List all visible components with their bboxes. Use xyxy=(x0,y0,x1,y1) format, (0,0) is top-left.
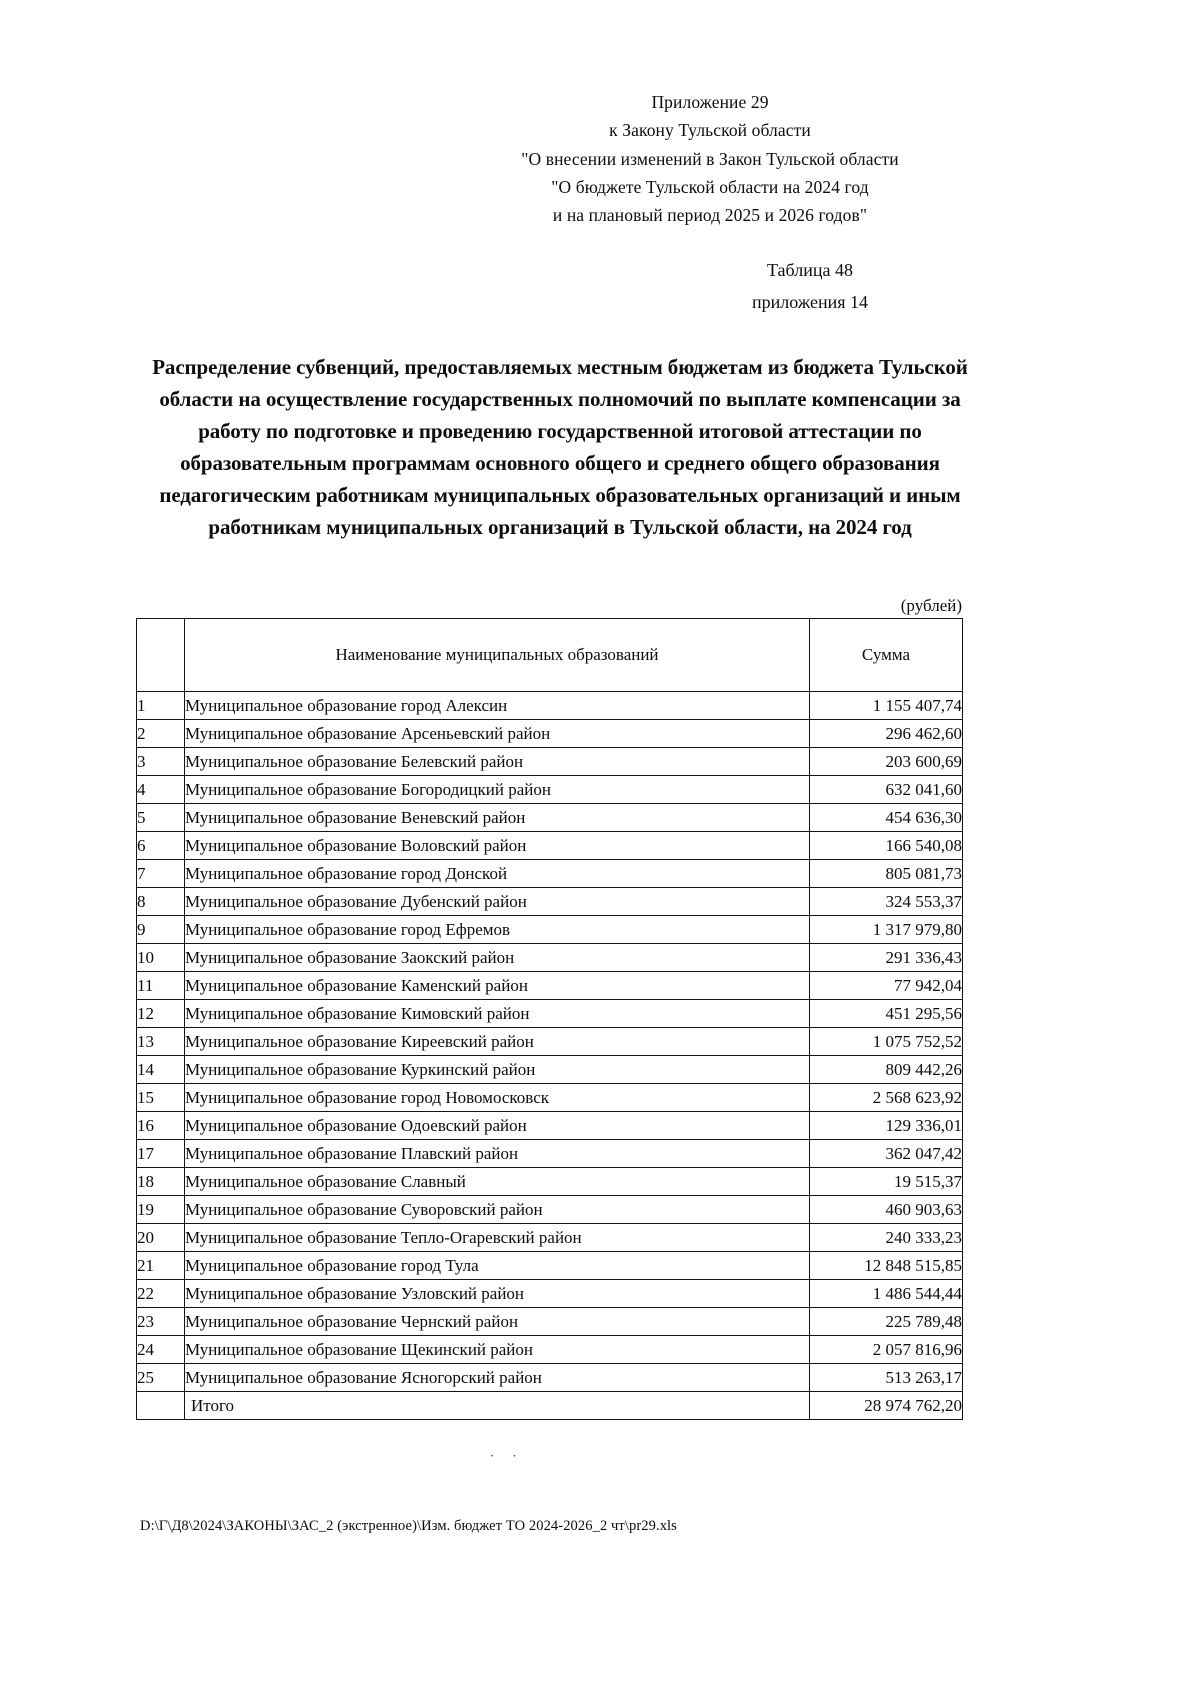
row-name: Муниципальное образование Суворовский район xyxy=(185,1196,810,1224)
row-name: Муниципальное образование город Новомосковск xyxy=(185,1084,810,1112)
row-sum: 1 075 752,52 xyxy=(810,1028,963,1056)
table-row xyxy=(137,1308,963,1336)
column-header-number xyxy=(137,619,185,692)
row-sum: 12 848 515,85 xyxy=(810,1252,963,1280)
table-row xyxy=(137,916,963,944)
table-head xyxy=(137,619,963,692)
row-sum: 1 155 407,74 xyxy=(810,692,963,720)
row-name: Муниципальное образование Веневский район xyxy=(185,804,810,832)
row-number: 17 xyxy=(137,1140,185,1168)
table-row xyxy=(137,1112,963,1140)
row-sum: 1 317 979,80 xyxy=(810,916,963,944)
row-name: Муниципальное образование Чернский район xyxy=(185,1308,810,1336)
row-name: Муниципальное образование Белевский район xyxy=(185,748,810,776)
table-row xyxy=(137,804,963,832)
row-number: 16 xyxy=(137,1112,185,1140)
page-title: Распределение субвенций, предоставляемых местным бюджетам из бюджета Тульской области на осуществление государственных полномочий по выплате компенсации за работу по подготовке и проведению государственной итоговой аттестации по образовательным программам основного общего и среднего общего образования педагогическим работникам муниципальных образовательных организаций и иным работникам муниципальных организаций в Тульской области, на 2024 год xyxy=(152,355,968,539)
appendix-reference-line-2: к Закону Тульской области xyxy=(609,120,811,141)
table-row xyxy=(137,1028,963,1056)
footer-file-path: D:\Г\Д8\2024\ЗАКОНЫ\ЗАС_2 (экстренное)\Изм. бюджет ТО 2024-2026_2 чт\pr29.xls xyxy=(140,1518,677,1534)
row-name: Муниципальное образование Тепло-Огаревский район xyxy=(185,1224,810,1252)
row-number: 21 xyxy=(137,1252,185,1280)
appendix-reference-line-5: и на плановый период 2025 и 2026 годов" xyxy=(552,205,868,226)
row-sum: 460 903,63 xyxy=(810,1196,963,1224)
table-row xyxy=(137,944,963,972)
row-name: Муниципальное образование Одоевский район xyxy=(185,1112,810,1140)
row-number: 22 xyxy=(137,1280,185,1308)
table-row xyxy=(137,1252,963,1280)
table-row xyxy=(137,776,963,804)
column-header-name: Наименование муниципальных образований xyxy=(185,619,810,692)
row-sum: 809 442,26 xyxy=(810,1056,963,1084)
table-row xyxy=(137,1056,963,1084)
table-row xyxy=(137,1196,963,1224)
row-number: 9 xyxy=(137,916,185,944)
row-name: Муниципальное образование Куркинский район xyxy=(185,1056,810,1084)
row-name: Муниципальное образование Узловский район xyxy=(185,1280,810,1308)
row-number: 8 xyxy=(137,888,185,916)
total-row-label: Итого xyxy=(185,1392,810,1420)
row-number: 13 xyxy=(137,1028,185,1056)
row-sum: 2 057 816,96 xyxy=(810,1336,963,1364)
row-sum: 129 336,01 xyxy=(810,1112,963,1140)
row-name: Муниципальное образование Арсеньевский район xyxy=(185,720,810,748)
table-number-label: Таблица 48 xyxy=(767,260,853,280)
table-total-row xyxy=(137,1392,963,1420)
table-row xyxy=(137,888,963,916)
row-number: 24 xyxy=(137,1336,185,1364)
row-number: 4 xyxy=(137,776,185,804)
row-sum: 513 263,17 xyxy=(810,1364,963,1392)
row-name: Муниципальное образование город Алексин xyxy=(185,692,810,720)
table-row xyxy=(137,1140,963,1168)
table-row xyxy=(137,1168,963,1196)
row-sum: 362 047,42 xyxy=(810,1140,963,1168)
row-sum: 805 081,73 xyxy=(810,860,963,888)
row-number: 20 xyxy=(137,1224,185,1252)
row-number: 1 xyxy=(137,692,185,720)
table-row xyxy=(137,692,963,720)
row-number: 14 xyxy=(137,1056,185,1084)
row-name: Муниципальное образование город Ефремов xyxy=(185,916,810,944)
table-row xyxy=(137,720,963,748)
row-name: Муниципальное образование Киреевский район xyxy=(185,1028,810,1056)
table-body xyxy=(137,692,963,1420)
row-number: 2 xyxy=(137,720,185,748)
row-number: 15 xyxy=(137,1084,185,1112)
row-sum: 632 041,60 xyxy=(810,776,963,804)
appendix-reference-line-3: "О внесении изменений в Закон Тульской области xyxy=(521,148,899,169)
row-number: 12 xyxy=(137,1000,185,1028)
table-reference-block xyxy=(620,255,1000,318)
row-number: 11 xyxy=(137,972,185,1000)
row-name: Муниципальное образование город Тула xyxy=(185,1252,810,1280)
table-row xyxy=(137,860,963,888)
table-row xyxy=(137,1084,963,1112)
row-number: 7 xyxy=(137,860,185,888)
row-name: Муниципальное образование Каменский район xyxy=(185,972,810,1000)
row-sum: 291 336,43 xyxy=(810,944,963,972)
row-sum: 240 333,23 xyxy=(810,1224,963,1252)
total-row-number xyxy=(137,1392,185,1420)
row-sum: 19 515,37 xyxy=(810,1168,963,1196)
row-number: 23 xyxy=(137,1308,185,1336)
row-sum: 2 568 623,92 xyxy=(810,1084,963,1112)
row-name: Муниципальное образование Плавский район xyxy=(185,1140,810,1168)
appendix-reference-line-4: "О бюджете Тульской области на 2024 год xyxy=(551,177,869,198)
row-number: 10 xyxy=(137,944,185,972)
row-sum: 296 462,60 xyxy=(810,720,963,748)
row-sum: 451 295,56 xyxy=(810,1000,963,1028)
table-row xyxy=(137,1336,963,1364)
table-row xyxy=(137,1280,963,1308)
distribution-table-wrapper xyxy=(136,618,962,1420)
row-number: 18 xyxy=(137,1168,185,1196)
row-sum: 203 600,69 xyxy=(810,748,963,776)
table-row xyxy=(137,832,963,860)
row-name: Муниципальное образование Заокский район xyxy=(185,944,810,972)
row-number: 19 xyxy=(137,1196,185,1224)
row-number: 3 xyxy=(137,748,185,776)
column-header-sum: Сумма xyxy=(810,619,963,692)
row-name: Муниципальное образование Кимовский район xyxy=(185,1000,810,1028)
row-name: Муниципальное образование Воловский район xyxy=(185,832,810,860)
row-number: 25 xyxy=(137,1364,185,1392)
row-sum: 77 942,04 xyxy=(810,972,963,1000)
row-number: 5 xyxy=(137,804,185,832)
row-name: Муниципальное образование город Донской xyxy=(185,860,810,888)
row-sum: 166 540,08 xyxy=(810,832,963,860)
row-sum: 225 789,48 xyxy=(810,1308,963,1336)
row-name: Муниципальное образование Богородицкий район xyxy=(185,776,810,804)
units-label: (рублей) xyxy=(900,596,962,615)
table-row xyxy=(137,1224,963,1252)
scan-tick-marks: ·· xyxy=(490,1448,535,1463)
appendix-number-label: приложения 14 xyxy=(751,291,869,312)
row-name: Муниципальное образование Славный xyxy=(185,1168,810,1196)
row-sum: 454 636,30 xyxy=(810,804,963,832)
table-row xyxy=(137,972,963,1000)
table-row xyxy=(137,1000,963,1028)
distribution-table xyxy=(136,618,963,1420)
row-name: Муниципальное образование Дубенский район xyxy=(185,888,810,916)
table-row xyxy=(137,748,963,776)
appendix-reference-block xyxy=(430,88,990,230)
row-name: Муниципальное образование Щекинский район xyxy=(185,1336,810,1364)
row-number: 6 xyxy=(137,832,185,860)
row-sum: 324 553,37 xyxy=(810,888,963,916)
row-name: Муниципальное образование Ясногорский район xyxy=(185,1364,810,1392)
table-row xyxy=(137,1364,963,1392)
row-sum: 1 486 544,44 xyxy=(810,1280,963,1308)
appendix-reference-line-1: Приложение 29 xyxy=(651,92,769,112)
table-header-row xyxy=(137,619,963,692)
total-row-sum: 28 974 762,20 xyxy=(810,1392,963,1420)
